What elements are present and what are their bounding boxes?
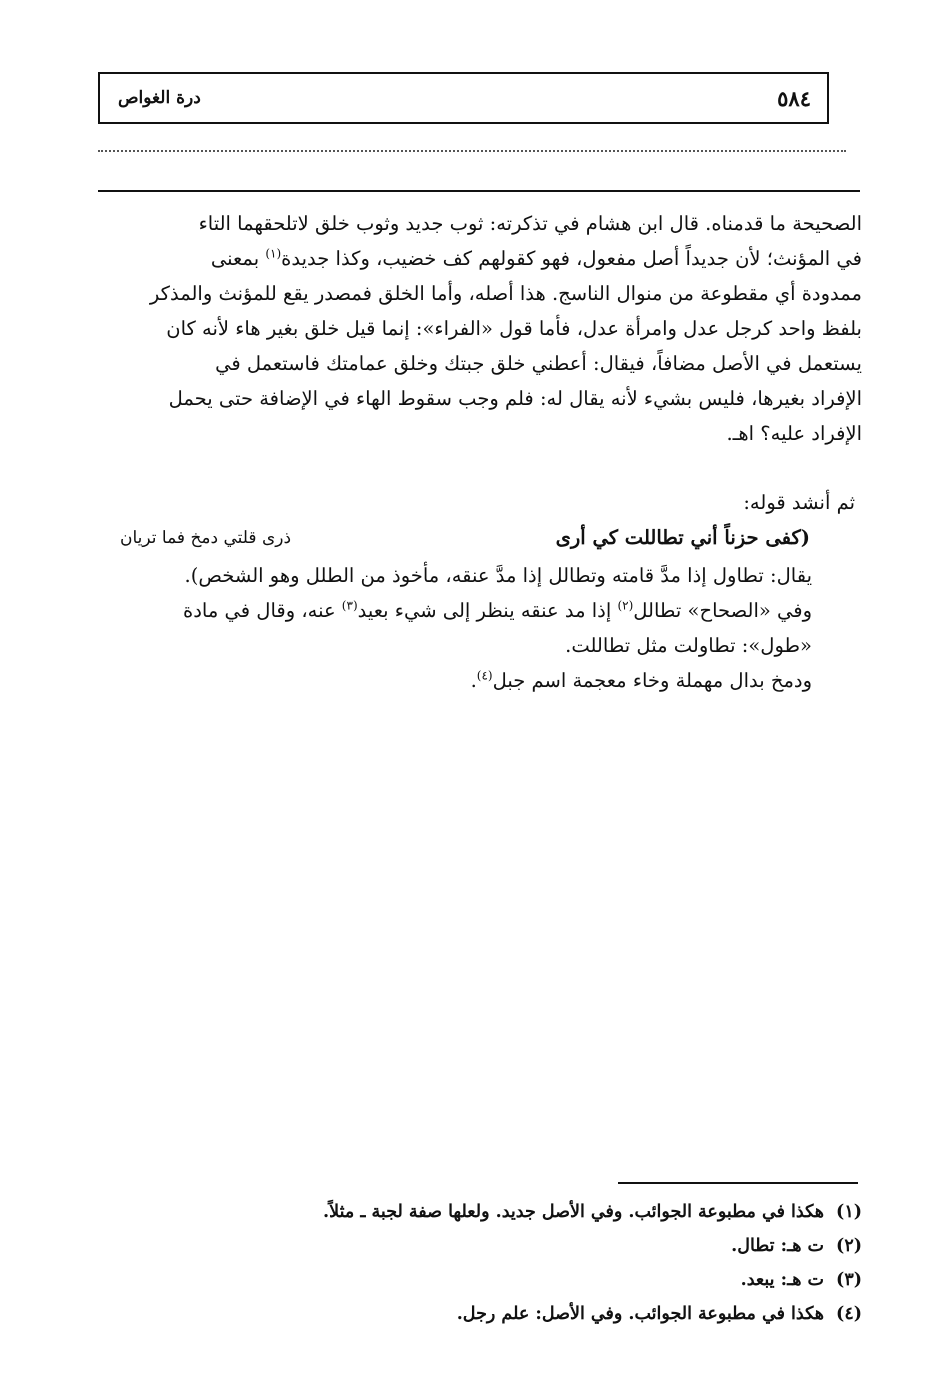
body-line: الصحيحة ما قدمناه. قال ابن هشام في تذكرته: ثوب جديد وثوب خلق لاتلحقهما التاء [198,212,862,235]
footnote [200,1229,862,1263]
footnote-number: (١) [836,1202,862,1222]
body-line: الإفراد بغيرها، فليس بشيء لأنه يقال له: فلم وجب سقوط الهاء في الإضافة حتى يحمل [168,387,862,410]
running-title: درة الغواص [118,88,201,108]
body-line: ممدودة أي مقطوعة من منوال الناسج. هذا أصله، وأما الخلق فمصدر يقع للمؤنث والمذكر [149,282,862,305]
footnote-text: ت هـ: يبعد. [740,1270,824,1290]
explanation-line: وفي «الصحاح» تطالل$^{(٢)}$ إذا مد عنقه ينظر إلى شيء بعيد$^{(٣)}$ عنه، وقال في مادة [183,598,812,622]
running-header [98,72,829,124]
footnote-text: ت هـ: تطال. [731,1236,824,1256]
footnote [200,1263,862,1297]
footnote [200,1195,862,1229]
footnote-number: (٢) [836,1236,862,1256]
body-line: بلفظ واحد كرجل عدل وامرأة عدل، فأما قول «الفراء»: إنما قيل خلق بغير هاء لأنه كان [166,317,862,340]
footnote-ref: (٣) [341,598,358,613]
footnote-rule [618,1182,858,1184]
page-number: ٥٨٤ [777,85,811,111]
main-paragraph [96,206,862,451]
footnote-text: هكذا في مطبوعة الجوائب. وفي الأصل جديد. ولعلها صفة لجبة ـ مثلاً. [323,1202,824,1222]
top-rule [98,190,860,192]
body-line: في المؤنث؛ لأن جديداً أصل مفعول، فهو كقولهم كف خضيب، وكذا جديدة$^{(١)}$ بمعنى [210,246,862,270]
footnote-ref: (٤) [476,668,493,683]
footnote [200,1297,862,1331]
dotted-divider [98,150,846,152]
footnotes [200,1195,862,1331]
body-line: الإفراد عليه؟ اهـ. [726,422,862,445]
explanation-line: يقال: تطاول إذا مدَّ قامته وتطالل إذا مدَّ عنقه، مأخوذ من الطلل وهو الشخص). [184,564,812,587]
body-line: يستعمل في الأصل مضافاً، فيقال: أعطني خلق جبتك وخلق عمامتك فاستعمل في [215,352,862,375]
explanation-line: ودمخ بدال مهملة وخاء معجمة اسم جبل$^{(٤)}$. [470,668,812,692]
footnote-text: هكذا في مطبوعة الجوائب. وفي الأصل: علم رجل. [456,1304,824,1324]
explanation-paragraph [96,558,812,698]
verse-second-hemistich: ذرى قلتي دمخ فما تريان [120,527,292,548]
verse-intro: ثم أنشد قوله: [743,491,855,514]
footnote-ref: (٢) [617,598,634,613]
explanation-line: «طول»: تطاولت مثل تطاللت. [565,634,812,657]
poem-verse [120,520,810,555]
footnote-ref: (١) [265,246,282,261]
footnote-number: (٣) [836,1270,862,1290]
verse-first-hemistich: (كفى حزناً أني تطاللت كي أرى [555,526,810,549]
footnote-number: (٤) [836,1304,862,1324]
